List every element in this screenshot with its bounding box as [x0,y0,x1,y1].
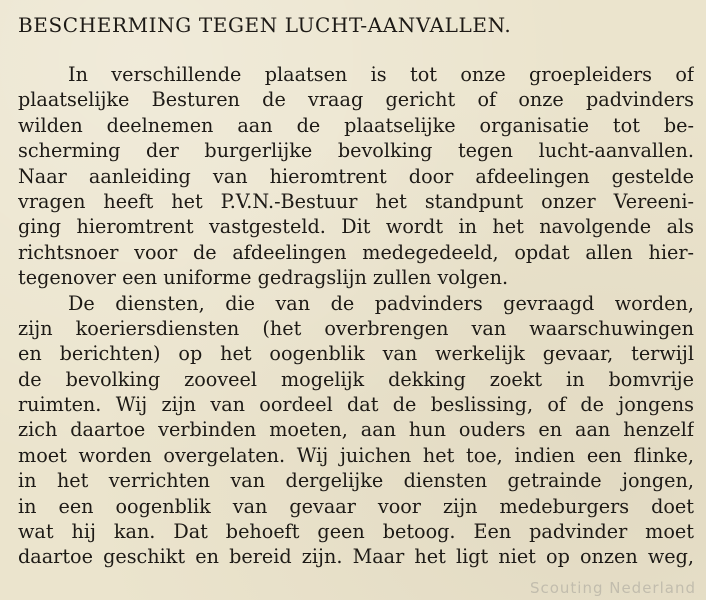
text-line: daartoe geschikt en bereid zijn. Maar het ligt niet op onzen weg, [18,545,694,569]
text-line: zijn koeriersdiensten (het overbrengen van waarschuwingen [18,316,694,340]
text-line: zich daartoe verbinden moeten, aan hun ouders en aan henzelf [18,418,694,442]
article-body [18,62,694,570]
text-line: de bevolking zooveel mogelijk dekking zoekt in bomvrije [18,367,694,391]
text-line: scherming der burgerlijke bevolking tegen lucht-aanvallen. [18,139,694,163]
text-line: wat hij kan. Dat behoeft geen betoog. Een padvinder moet [18,520,694,544]
text-line: tegenover een uniforme gedragslijn zullen volgen. [18,266,509,290]
text-line: ging hieromtrent vastgesteld. Dit wordt in het navolgende als [18,215,694,239]
text-line: plaatselijke Besturen de vraag gericht of onze padvinders [18,88,694,112]
text-line: In verschillende plaatsen is tot onze groepleiders of [68,63,694,86]
text-line: in een oogenblik van gevaar voor zijn medeburgers doet [18,494,694,518]
text-line: in het verrichten van dergelijke diensten getrainde jongen, [18,469,694,493]
text-line: richtsnoer voor de afdeelingen medegedeeld, opdat allen hier- [18,240,694,264]
text-line: moet worden overgelaten. Wij juichen het toe, indien een flinke, [18,443,694,467]
text-line: ruimten. Wij zijn van oordeel dat de beslissing, of de jongens [18,393,694,417]
text-line: De diensten, die van de padvinders gevraagd worden, [68,291,694,315]
article-title: BESCHERMING TEGEN LUCHT-AANVALLEN. [18,13,512,37]
watermark-text: Scouting Nederland [529,579,696,597]
text-line: wilden deelnemen aan de plaatselijke organisatie tot be- [18,113,694,137]
text-line: Naar aanleiding van hieromtrent door afdeelingen gestelde [18,164,694,188]
text-line: vragen heeft het P.V.N.-Bestuur het standpunt onzer Vereeni- [18,189,694,213]
text-line: en berichten) op het oogenblik van werkelijk gevaar, terwijl [18,342,694,366]
